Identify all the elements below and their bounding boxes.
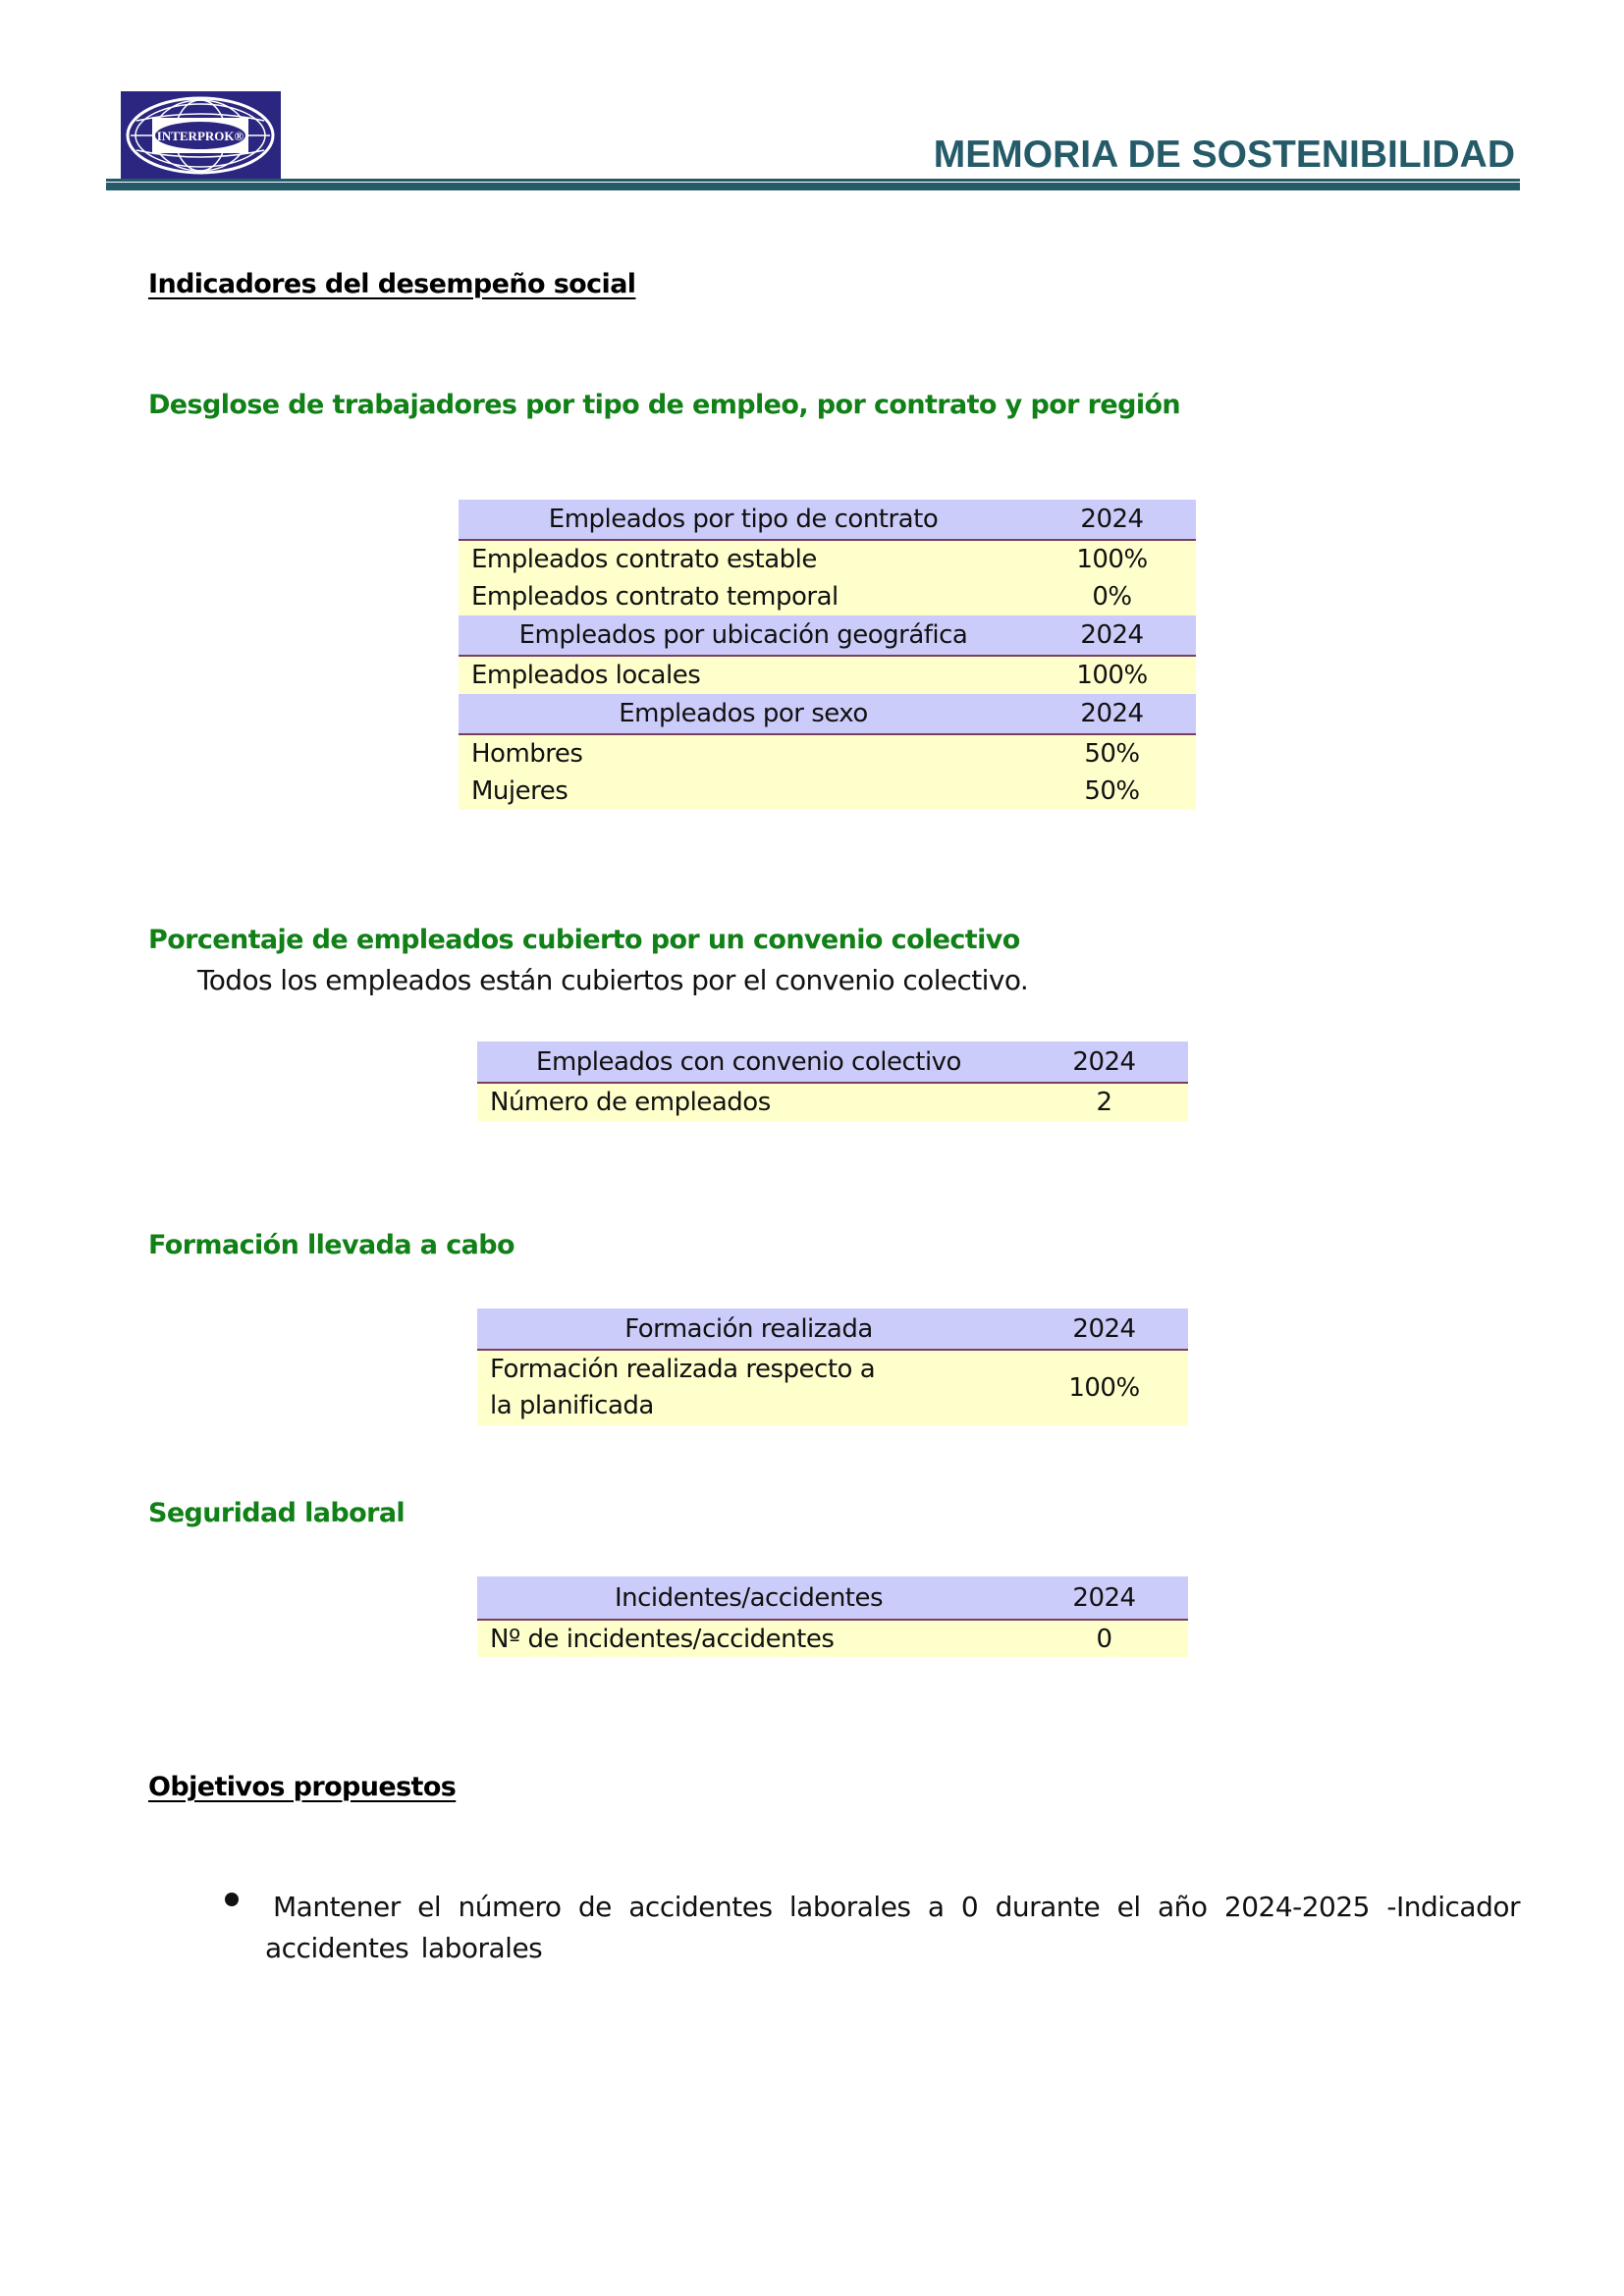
header-rule-thick [106, 183, 1520, 190]
table-row [459, 541, 1196, 578]
row-label: Empleados locales [471, 661, 701, 690]
table-header-year: 2024 [1072, 1313, 1136, 1344]
row-label: Mujeres [471, 776, 568, 806]
safety-heading: Seguridad laboral [148, 1498, 406, 1528]
table-header-label: Empleados por tipo de contrato [548, 505, 939, 534]
table-row [459, 735, 1196, 773]
table-header-year: 2024 [1072, 1046, 1136, 1077]
collective-paragraph: Todos los empleados están cubiertos por el convenio colectivo. [197, 964, 1029, 996]
svg-text:INTERPROK®: INTERPROK® [156, 129, 244, 143]
row-label: Empleados contrato estable [471, 545, 817, 574]
breakdown-heading: Desglose de trabajadores por tipo de empleo, por contrato y por región [148, 390, 1181, 420]
collective-table [477, 1041, 1188, 1121]
table-header-year: 2024 [1080, 699, 1144, 728]
row-value: 50% [1084, 776, 1140, 806]
table-header-year: 2024 [1080, 505, 1144, 534]
table-header-row [459, 615, 1196, 657]
table-header-year: 2024 [1072, 1582, 1136, 1613]
training-heading: Formación llevada a cabo [148, 1230, 514, 1260]
table-header-label: Empleados con convenio colectivo [536, 1046, 961, 1077]
bullet-icon [225, 1893, 239, 1906]
table-header-label: Formación realizada [624, 1313, 873, 1344]
table-header-row [477, 1041, 1188, 1084]
row-value: 0 [1096, 1624, 1112, 1654]
table-row [477, 1351, 1188, 1425]
table-header-year: 2024 [1080, 620, 1144, 650]
globe-logo-icon [121, 91, 281, 179]
table-header-label: Empleados por sexo [619, 699, 868, 728]
row-value: 100% [1068, 1372, 1140, 1403]
table-header-row [477, 1308, 1188, 1351]
safety-table [477, 1576, 1188, 1657]
row-label: Hombres [471, 739, 583, 769]
table-row [459, 578, 1196, 615]
document-title: MEMORIA DE SOSTENIBILIDAD [933, 133, 1515, 176]
row-value: 0% [1092, 582, 1132, 612]
breakdown-table [459, 500, 1196, 810]
table-row [459, 773, 1196, 810]
row-value: 2 [1096, 1088, 1112, 1117]
table-header-label: Incidentes/accidentes [614, 1582, 884, 1613]
table-header-row [477, 1576, 1188, 1621]
row-value: 50% [1084, 739, 1140, 769]
row-value: 100% [1076, 545, 1148, 574]
table-row [459, 657, 1196, 694]
row-label: Nº de incidentes/accidentes [490, 1624, 835, 1654]
table-row [477, 1621, 1188, 1657]
company-logo [121, 91, 281, 179]
table-header-label: Empleados por ubicación geográfica [518, 620, 968, 650]
table-header-row [459, 500, 1196, 541]
collective-heading: Porcentaje de empleados cubierto por un convenio colectivo [148, 925, 1020, 955]
objectives-title: Objetivos propuestos [148, 1772, 457, 1802]
objective-item: Mantener el número de accidentes laborales a 0 durante el año 2024-2025 -Indicador accidentes laborales [265, 1891, 1520, 1964]
row-label: Número de empleados [490, 1088, 771, 1117]
table-row [477, 1084, 1188, 1121]
table-header-row [459, 694, 1196, 735]
row-label: Empleados contrato temporal [471, 582, 839, 612]
training-table [477, 1308, 1188, 1425]
section-title: Indicadores del desempeño social [148, 269, 636, 299]
row-label: Formación realizada respecto a la planificada [490, 1355, 876, 1420]
header-rule-thin [106, 179, 1520, 182]
row-value: 100% [1076, 661, 1148, 690]
